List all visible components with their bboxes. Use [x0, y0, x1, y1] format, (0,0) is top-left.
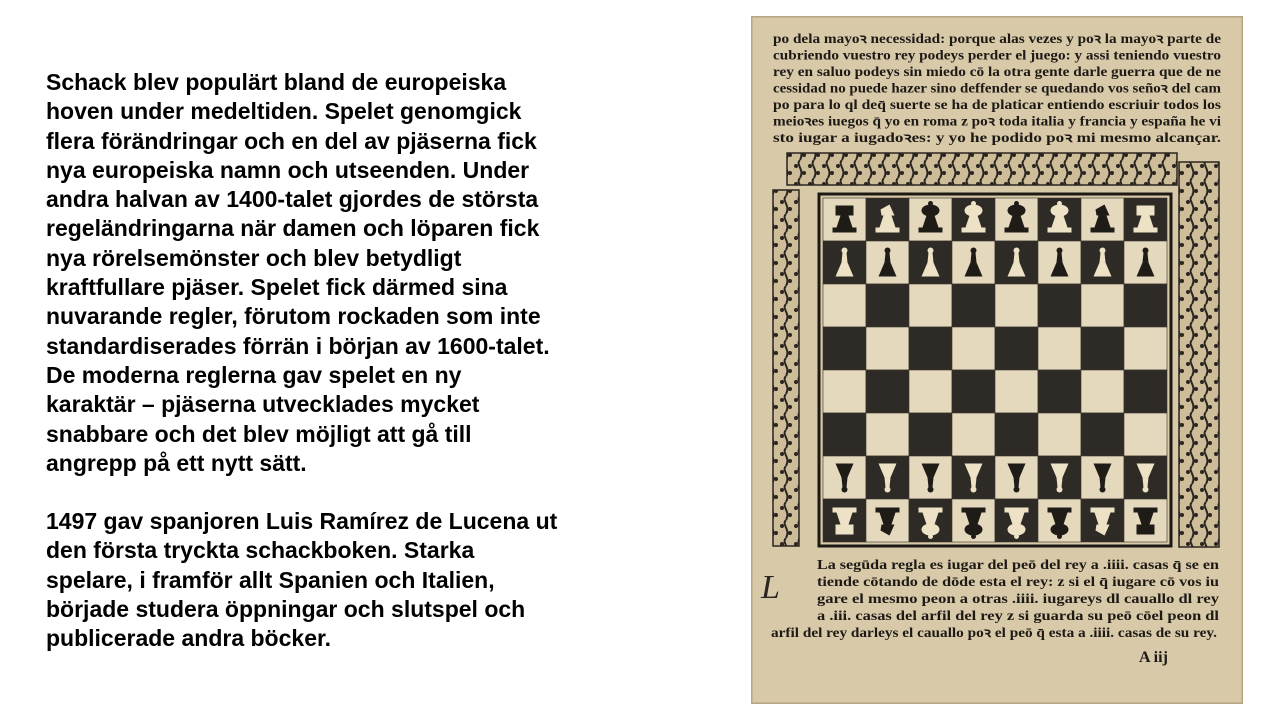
top-text-line: cessidad no puede hazer sino deffender se quedando vos señoꝛ del cam — [773, 80, 1222, 96]
book-page-svg — [751, 16, 1243, 704]
initial-letter: L — [761, 569, 780, 606]
text-block — [46, 68, 686, 654]
board-square — [1124, 413, 1167, 456]
board-square — [995, 413, 1038, 456]
board-square — [1081, 413, 1124, 456]
board-square — [952, 413, 995, 456]
board-square — [823, 284, 866, 327]
board-square — [823, 327, 866, 370]
board-square — [909, 284, 952, 327]
chessboard — [819, 194, 1171, 546]
book-page-image — [751, 16, 1243, 704]
bottom-text-line: gare el mesmo peon a otras .iiii. iugareys dl cauallo dl rey — [817, 591, 1220, 606]
top-text-line: rey en saluo podeys sin miedo cō la otra gente darle guerra que de ne — [773, 64, 1221, 79]
board-square — [866, 284, 909, 327]
left-border-ornament — [773, 190, 799, 546]
bottom-text-block — [771, 557, 1220, 640]
paragraph-lucena: 1497 gav spanjoren Luis Ramírez de Lucena ut den första tryckta schackboken. Starka spelare, i framför allt Spanien och Italien, började studera öppningar och slutspel och publicerade andra böcker. — [46, 508, 558, 652]
board-square — [1081, 284, 1124, 327]
board-square — [1038, 413, 1081, 456]
board-square — [909, 413, 952, 456]
board-square — [1038, 327, 1081, 370]
board-square — [1124, 327, 1167, 370]
top-text-line: po dela mayoꝛ necessidad: porque alas vezes y poꝛ la mayoꝛ parte de — [773, 31, 1221, 46]
bottom-text-line: La segūda regla es iugar del peō del rey a .iiii. casas q̄ se en — [817, 557, 1220, 572]
folio-mark: A iij — [1139, 649, 1168, 666]
board-square — [866, 327, 909, 370]
top-text-line: meioꝛes iuegos q̄ yo en roma z poꝛ toda italia y francia y españa he vi — [773, 113, 1222, 129]
board-square — [1081, 327, 1124, 370]
board-square — [909, 327, 952, 370]
board-square — [952, 327, 995, 370]
board-square — [995, 327, 1038, 370]
board-square — [952, 370, 995, 413]
top-text-line: cubriendo vuestro rey podeys perder el juego: y assi teniendo vuestro — [773, 47, 1222, 63]
top-border-ornament — [787, 153, 1177, 185]
board-square — [1038, 370, 1081, 413]
board-square — [1124, 370, 1167, 413]
top-text-line: po para lo ql deq̄ suerte se ha de platicar entiendo escriuir todos los — [773, 97, 1221, 112]
bottom-text-line: arfil del rey darleys el cauallo poꝛ el peō q̄ esta a .iiii. casas de su rey. — [771, 625, 1217, 640]
board-square — [1081, 370, 1124, 413]
board-square — [823, 370, 866, 413]
board-square — [866, 413, 909, 456]
board-square — [909, 370, 952, 413]
top-text-line: sto iugar a iugadoꝛes: y yo he podido poꝛ mi mesmo alcançar. — [773, 130, 1221, 145]
board-square — [1038, 284, 1081, 327]
right-border-ornament — [1179, 162, 1219, 547]
board-square — [823, 413, 866, 456]
bottom-text-line: a .iii. casas del arfil del rey z si guarda su peō cōel peon dl — [817, 608, 1220, 623]
board-square — [866, 370, 909, 413]
paragraph-history: Schack blev populärt bland de europeiska hoven under medeltiden. Spelet genomgick flera förändringar och en del av pjäserna fick nya europeiska namn och utseenden. Under andra halvan av 1400-talet gjordes de största regeländringarna när damen och löparen fick nya rörelsemönster och blev betydligt kraftfullare pjäser. Spelet fick därmed sina nuvarande regler, förutom rockaden som inte standardiserades förrän i början av 1600-talet. De moderna reglerna gav spelet en ny karaktär – pjäserna utvecklades mycket snabbare och det blev möjligt att gå till angrepp på ett nytt sätt. — [46, 69, 550, 476]
board-square — [995, 370, 1038, 413]
bottom-text-line: tiende cōtando de dōde esta el rey: z si el q̄ iugare cō vos iu — [817, 574, 1220, 589]
board-square — [995, 284, 1038, 327]
board-square — [1124, 284, 1167, 327]
board-square — [952, 284, 995, 327]
top-text-block — [773, 31, 1222, 145]
